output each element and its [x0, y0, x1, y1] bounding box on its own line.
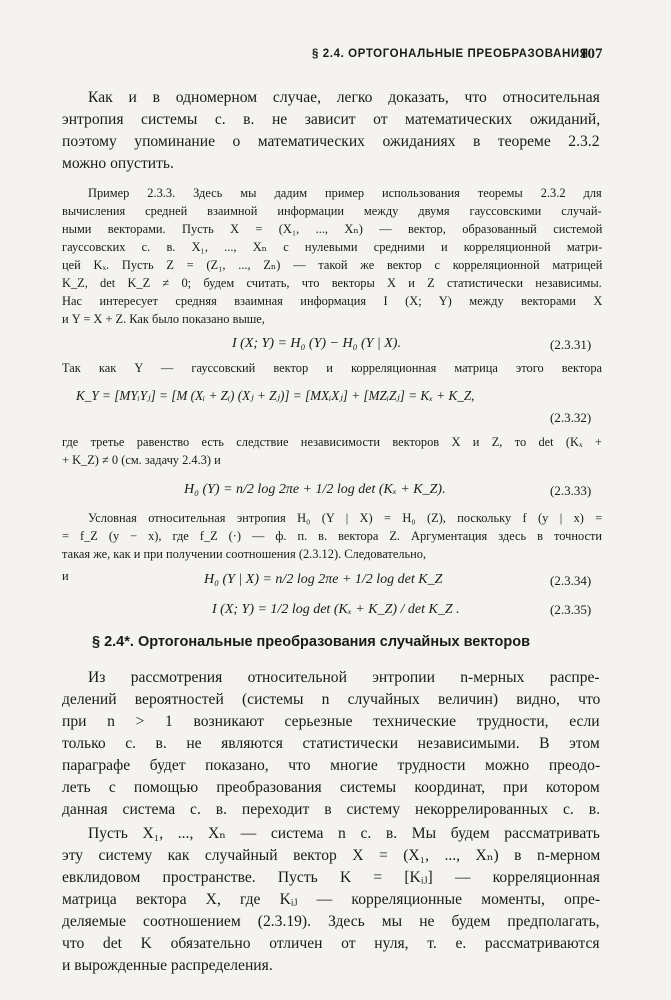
example-line: гауссовских с. в. X₁, ..., Xₙ с нулевыми средними и корреляционной матри-: [62, 240, 603, 254]
equation-2-3-34: H₀ (Y | X) = n/2 log 2πe + 1/2 log det K_Z: [204, 572, 443, 587]
example-line: ными векторами. Пусть X = (X₁, ..., Xₙ) — вектор, образованный системой: [62, 222, 603, 236]
example-line: такая же, как и при получении соотношения (2.3.12). Следовательно,: [62, 547, 427, 561]
equation-number: (2.3.31): [550, 337, 592, 352]
section-line: только с. в. не являются статистически независимыми. В этом: [62, 735, 600, 752]
intro-line: Как и в одномерном случае, легко доказать, что относительная: [88, 89, 600, 106]
example-line: и Y = X + Z. Как было показано выше,: [62, 312, 265, 326]
section-line: Из рассмотрения относительной энтропии n-мерных распре-: [88, 669, 600, 686]
equation-number: (2.3.33): [550, 483, 592, 498]
section-line: деляемые соотношением (2.3.19). Здесь мы не будем предполагать,: [62, 913, 600, 930]
section-line: матрица вектора X, где Kᵢⱼ — корреляционные моменты, опре-: [62, 891, 601, 908]
running-head: § 2.4. ОРТОГОНАЛЬНЫЕ ПРЕОБРАЗОВАНИЯ: [312, 48, 589, 60]
equation-number: (2.3.35): [550, 602, 592, 617]
section-line: эту систему как случайный вектор X = (X₁, ..., Xₙ) в n-мерном: [62, 847, 601, 864]
example-line: Нас интересует средняя взаимная информация I (X; Y) между векторами X: [62, 294, 603, 308]
section-heading: § 2.4*. Ортогональные преобразования случайных векторов: [92, 634, 531, 650]
intro-line: поэтому упоминание о математических ожиданиях в теореме 2.3.2: [62, 133, 600, 150]
example-line: Пример 2.3.3. Здесь мы дадим пример использования теоремы 2.3.2 для: [88, 186, 602, 200]
section-line: леть с помощью преобразования системы координат, при котором: [62, 779, 600, 796]
equation-2-3-32: K_Y = [MYᵢYⱼ] = [M (Xᵢ + Zᵢ) (Xⱼ + Zⱼ)] = [MXᵢXⱼ] + [MZᵢZⱼ] = Kₓ + K_Z,: [76, 388, 475, 403]
example-line: Так как Y — гауссовский вектор и корреляционная матрица этого вектора: [62, 361, 603, 375]
conjunction: и: [62, 569, 69, 583]
example-line: Условная относительная энтропия H₀ (Y | X) = H₀ (Z), поскольку f (y | x) =: [88, 511, 603, 525]
equation-2-3-33: H₀ (Y) = n/2 log 2πe + 1/2 log det (Kₓ + K_Z).: [184, 482, 446, 497]
equation-number: (2.3.32): [550, 410, 592, 425]
section-line: и вырожденные распределения.: [62, 957, 273, 974]
example-line: + K_Z) ≠ 0 (см. задачу 2.4.3) и: [62, 453, 221, 467]
example-line: где третье равенство есть следствие независимости векторов X и Z, то det (Kₓ +: [62, 435, 602, 449]
intro-line: энтропия системы с. в. не зависит от математических ожиданий,: [62, 111, 601, 128]
equation-2-3-35: I (X; Y) = 1/2 log det (Kₓ + K_Z) / det K_Z .: [212, 602, 460, 617]
equation-number: (2.3.34): [550, 573, 592, 588]
example-line: цей Kₓ. Пусть Z = (Z₁, ..., Zₙ) — такой же вектор с корреляционной матрицей: [62, 258, 603, 272]
page-number: 107: [580, 46, 603, 62]
example-line: K_Z, det K_Z ≠ 0; будем считать, что векторы X и Z статистически независимы.: [62, 276, 602, 290]
section-line: евклидовом пространстве. Пусть K = [Kᵢⱼ] — корреляционная: [62, 869, 600, 886]
equation-2-3-31: I (X; Y) = H₀ (Y) − H₀ (Y | X).: [232, 336, 401, 351]
section-line: данная система с. в. переходит в систему некоррелированных с. в.: [62, 801, 600, 818]
section-line: что det K обязательно отличен от нуля, т. е. рассматриваются: [62, 935, 600, 952]
section-line: параграфе будет показано, что многие трудности можно преодо-: [62, 757, 601, 774]
section-line: при n > 1 возникают серьезные технические трудности, если: [62, 713, 600, 730]
example-line: = f_Z (y − x), где f_Z (·) — ф. п. в. вектора Z. Аргументация здесь в точности: [62, 529, 603, 543]
example-line: вычисления средней взаимной информации между двумя гауссовскими случай-: [62, 204, 602, 218]
section-line: Пусть X₁, ..., Xₙ — система n с. в. Мы будем рассматривать: [88, 825, 600, 842]
intro-line: можно опустить.: [62, 155, 174, 172]
section-line: делений вероятностей (системы n случайных величин) видно, что: [62, 691, 601, 708]
